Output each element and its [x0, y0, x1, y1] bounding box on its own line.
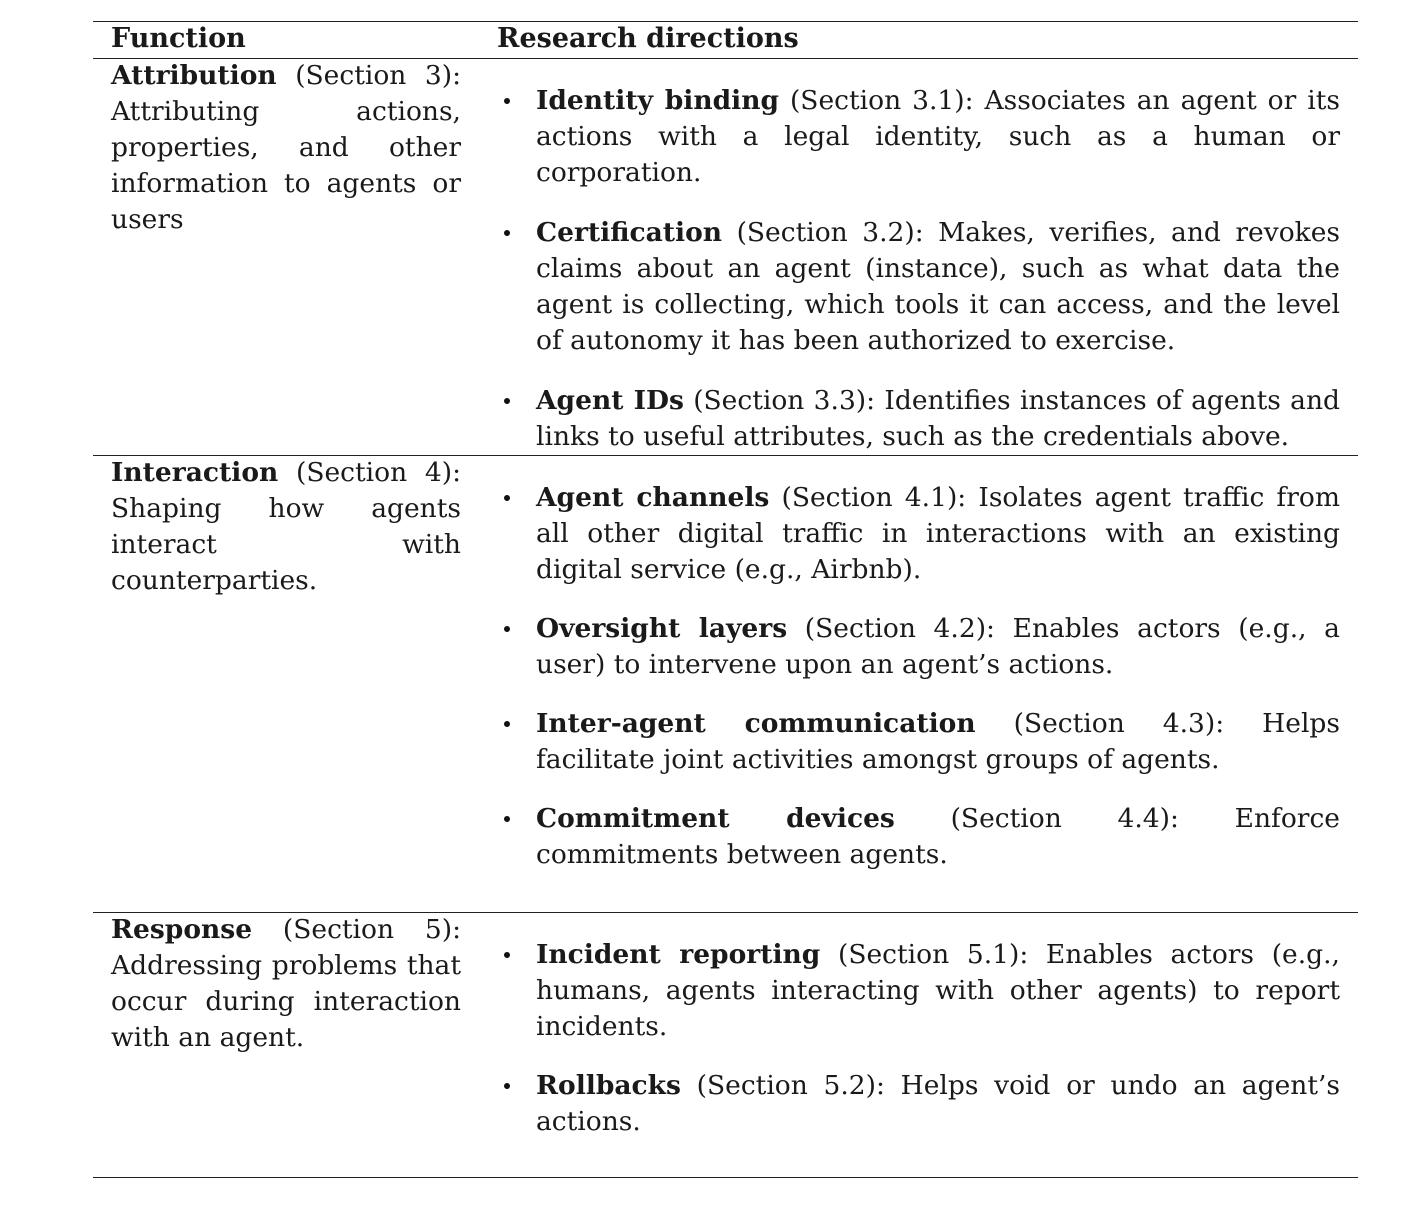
function-section: (Section 4):	[296, 457, 461, 488]
function-attribution	[111, 58, 461, 238]
research-list-response	[497, 937, 1340, 1140]
list-item	[497, 383, 1340, 455]
function-name: Attribution	[111, 60, 277, 91]
bullet-icon	[504, 1083, 510, 1089]
bullet-icon	[504, 952, 510, 958]
function-description: Attributing actions, properties, and other information to agents or users	[111, 96, 461, 235]
function-description: Addressing problems that occur during interaction with an agent.	[111, 950, 461, 1053]
header-function: Function	[111, 23, 246, 54]
list-item	[497, 1068, 1340, 1140]
item-description: Enforce commitments between agents.	[536, 803, 1340, 870]
function-name: Interaction	[111, 457, 279, 488]
bottom-rule	[93, 1177, 1358, 1178]
research-list-interaction	[497, 480, 1340, 873]
item-name: Inter-agent communication	[536, 708, 976, 739]
item-description: Enables actors (e.g., a user) to intervene upon an agent’s actions.	[536, 613, 1340, 680]
list-item	[497, 215, 1340, 359]
bullet-icon	[504, 721, 510, 727]
function-name: Response	[111, 914, 253, 945]
item-section: (Section 4.3):	[1013, 708, 1225, 739]
item-name: Identity binding	[536, 85, 780, 116]
list-item	[497, 706, 1340, 778]
item-section: (Section 3.2):	[736, 217, 924, 248]
function-section: (Section 5):	[282, 914, 461, 945]
list-item	[497, 801, 1340, 873]
function-interaction	[111, 455, 461, 599]
bullet-icon	[504, 495, 510, 501]
item-section: (Section 3.1):	[789, 85, 974, 116]
item-section: (Section 5.1):	[838, 939, 1029, 970]
function-section: (Section 3):	[295, 60, 461, 91]
item-description: Enables actors (e.g., humans, agents interacting with other agents) to report incidents.	[536, 939, 1340, 1042]
header-research-directions: Research directions	[497, 23, 799, 54]
bullet-icon	[504, 230, 510, 236]
item-name: Agent IDs	[536, 385, 684, 416]
function-description: Shaping how agents interact with counterparties.	[111, 493, 461, 596]
item-name: Agent channels	[536, 482, 770, 513]
item-section: (Section 4.1):	[781, 482, 967, 513]
item-description: Makes, verifies, and revokes claims about an agent (instance), such as what data the agent is collecting, which tools it can access, and the level of autonomy it has been authorized to exercise.	[536, 217, 1340, 356]
item-section: (Section 4.2):	[804, 613, 995, 644]
list-item	[497, 480, 1340, 588]
item-description: Helps void or undo an agent’s actions.	[536, 1070, 1340, 1137]
item-name: Certification	[536, 217, 723, 248]
item-description: Isolates agent traffic from all other digital traffic in interactions with an existing digital service (e.g., Airbnb).	[536, 482, 1340, 585]
item-name: Incident reporting	[536, 939, 821, 970]
item-name: Commitment devices	[536, 803, 895, 834]
item-name: Oversight layers	[536, 613, 788, 644]
item-description: Identifies instances of agents and links to useful attributes, such as the credentials above.	[536, 385, 1341, 452]
research-list-attribution	[497, 83, 1340, 455]
list-item	[497, 611, 1340, 683]
bullet-icon	[504, 398, 510, 404]
item-name: Rollbacks	[536, 1070, 681, 1101]
item-description: Helps facilitate joint activities amongst groups of agents.	[536, 708, 1340, 775]
item-description: Associates an agent or its actions with a legal identity, such as a human or corporation.	[536, 85, 1340, 188]
item-section: (Section 4.4):	[950, 803, 1179, 834]
bullet-icon	[504, 626, 510, 632]
item-section: (Section 5.2):	[696, 1070, 885, 1101]
bullet-icon	[504, 98, 510, 104]
item-section: (Section 3.3):	[693, 385, 876, 416]
list-item	[497, 937, 1340, 1045]
list-item	[497, 83, 1340, 191]
bullet-icon	[504, 816, 510, 822]
function-response	[111, 912, 461, 1056]
